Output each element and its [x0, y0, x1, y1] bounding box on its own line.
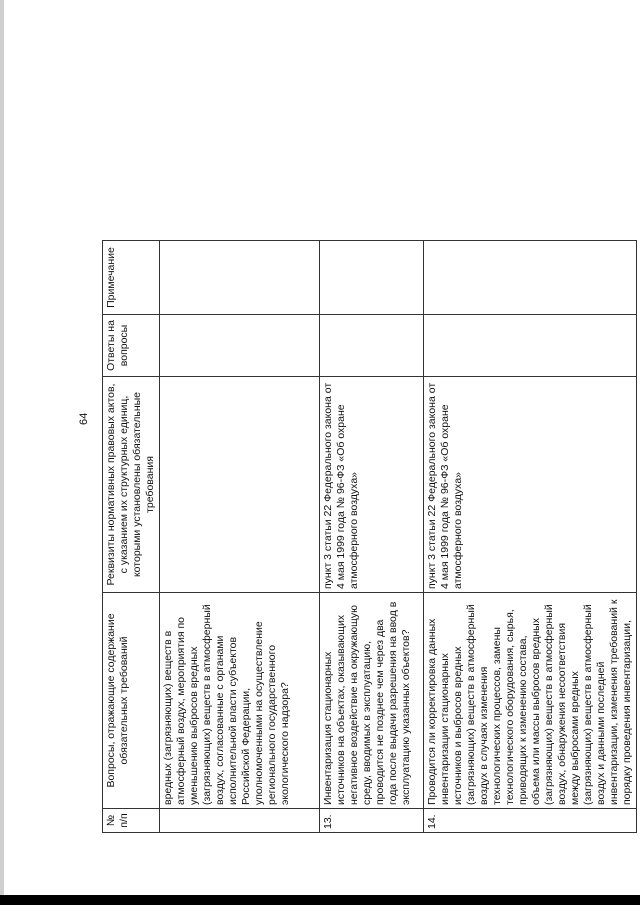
row-answer: [160, 315, 320, 377]
row-question: вредных (загрязняющих) веществ в атмосферный воздух, мероприятия по уменьшению выбросов вредных (загрязняющих) веществ в атмосферный воздух, согласованные с органами исполнительной власти субъектов Российской Федерации, уполномоченными на осуществление регионального государственного экологического надзора?: [160, 593, 320, 809]
page-number: 64: [78, 412, 90, 425]
row-num: 13.: [320, 809, 424, 833]
header-answers: Ответы на вопросы: [103, 315, 160, 377]
table-row: [320, 241, 424, 833]
row-requisites: пункт 3 статьи 22 Федерального закона от 4 мая 1999 года № 96-ФЗ «Об охране атмосферного воздуха»: [320, 377, 424, 593]
row-requisites: [160, 377, 320, 593]
header-note: Примечание: [103, 241, 160, 315]
requirements-table: [102, 240, 637, 833]
row-num: [160, 809, 320, 833]
row-answer: [320, 315, 424, 377]
row-answer: [424, 315, 637, 377]
row-requisites: пункт 3 статьи 22 Федерального закона от 4 мая 1999 года № 96-ФЗ «Об охране атмосферного воздуха»: [424, 377, 637, 593]
scan-bottom-bar: [0, 895, 640, 905]
row-question: Проводится ли корректировка данных инвентаризации стационарных источников и выбросов вредных (загрязняющих) веществ в атмосферный воздух в случаях изменения технологических процессов, замены технологического оборудования, сырья, приводящих к изменению состава, объема или массы выбросов вредных (загрязняющих) веществ в атмосферный воздух, обнаружения несоответствия между выбросами вредных (загрязняющих) веществ в атмосферный воздух и данными последней инвентаризации, изменения требований к порядку проведения инвентаризации,: [424, 593, 637, 809]
row-num: 14.: [424, 809, 637, 833]
table-row: [160, 241, 320, 833]
row-note: [424, 241, 637, 315]
row-note: [160, 241, 320, 315]
table-row: [424, 241, 637, 833]
table-header-row: [103, 241, 160, 833]
header-requisites: Реквизиты нормативных правовых актов, с указанием их структурных единиц, которыми установлены обязательные требования: [103, 377, 160, 593]
header-num: № п/п: [103, 809, 160, 833]
header-question: Вопросы, отражающие содержание обязательных требований: [103, 593, 160, 809]
row-note: [320, 241, 424, 315]
row-question: Инвентаризация стационарных источников на объектах, оказывающих негативное воздействие на окружающую среду, вводимых в эксплуатацию, проводится не позднее чем через два года после выдачи разрешения на ввод в эксплуатацию указанных объектов?: [320, 593, 424, 809]
